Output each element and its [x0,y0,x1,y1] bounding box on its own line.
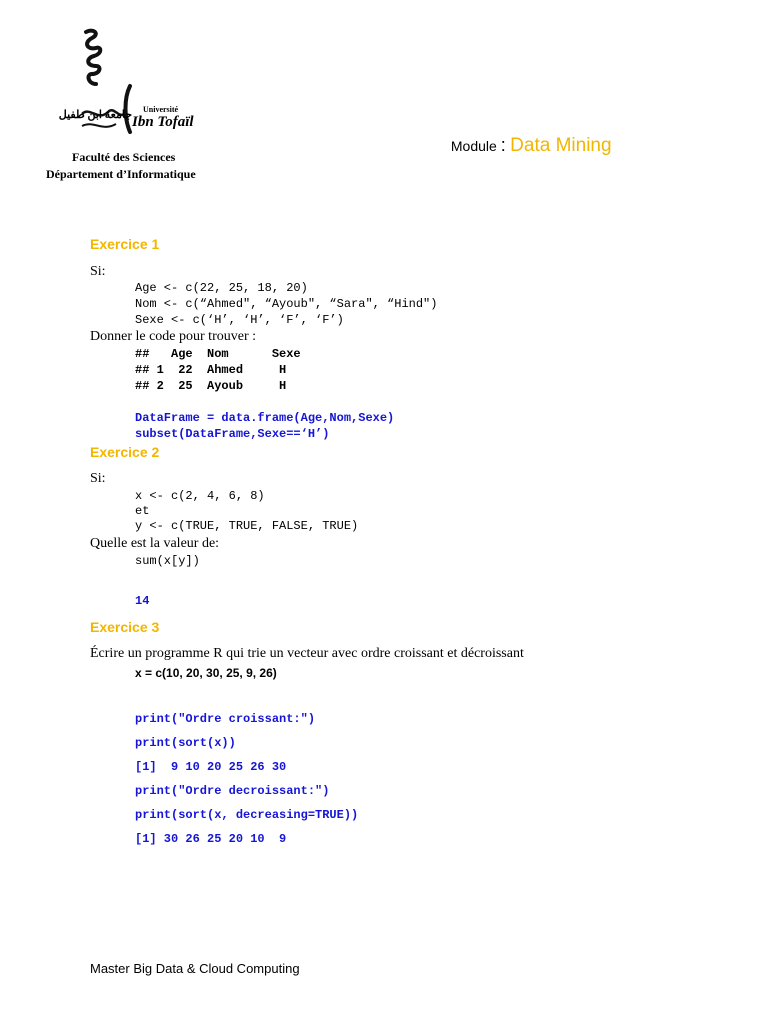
exercise-2-expression: sum(x[y]) [135,554,200,568]
module-title [442,117,612,157]
logo-text-arabic: جامعة ابن طفيل [58,109,132,121]
exercise-1-question: Donner le code pour trouver : [90,329,256,344]
exercise-1-code-line: Sexe <- c(‘H’, ‘H’, ‘F’, ‘F’) [135,313,344,327]
exercise-3-answer-line: [1] 9 10 20 25 26 30 [135,760,287,774]
exercise-1-answer-line: subset(DataFrame,Sexe==‘H’) [135,427,330,441]
exercise-1-answer-line: DataFrame = data.frame(Age,Nom,Sexe) [135,411,395,425]
exercise-2-code-line: x <- c(2, 4, 6, 8) [135,489,265,503]
exercise-3-answer-line: [1] 30 26 25 20 10 9 [135,832,287,846]
exercise-1-code-line: Nom <- c(“Ahmed", “Ayoub", “Sara", “Hind") [135,297,438,311]
exercise-3-answer-line: print(sort(x, decreasing=TRUE)) [135,808,359,822]
footer-text: Master Big Data & Cloud Computing [90,961,300,976]
exercise-2-code-line: et [135,504,150,518]
module-label: Module [450,138,501,154]
exercise-2-si: Si: [90,471,106,486]
exercise-1-title: Exercice 1 [90,236,160,252]
logo-text-ibn-tofail: Ibn Tofaïl [132,114,194,130]
exercise-2-answer: 14 [135,594,150,608]
exercise-2-title: Exercice 2 [90,444,160,460]
exercise-2-question: Quelle est la valeur de: [90,536,220,551]
department-name: Département d’Informatique [46,167,196,181]
logo-text-university: Université [143,105,179,114]
exercise-3-answer-line: print("Ordre croissant:") [135,712,316,726]
exercise-1-table-row: ## 2 25 Ayoub H [135,379,287,393]
exercise-2-code-line: y <- c(TRUE, TRUE, FALSE, TRUE) [135,519,359,533]
module-name: Data Mining [510,135,612,156]
exercise-1-table-row: ## 1 22 Ahmed H [135,363,287,377]
exercise-3-question: Écrire un programme R qui trie un vecteur avec ordre croissant et décroissant [90,646,524,661]
faculty-name: Faculté des Sciences [72,150,176,164]
module-colon: : [500,135,506,155]
exercise-1-code-line: Age <- c(22, 25, 18, 20) [135,281,308,295]
exercise-3-answer-line: print("Ordre decroissant:") [135,784,330,798]
exercise-1-si: Si: [90,264,106,279]
exercise-3-answer-line: print(sort(x)) [135,736,236,750]
exercise-1-table-row: ## Age Nom Sexe [135,347,301,361]
exercise-3-vector: x = c(10, 20, 30, 25, 9, 26) [135,666,277,680]
exercise-3-title: Exercice 3 [90,619,160,635]
